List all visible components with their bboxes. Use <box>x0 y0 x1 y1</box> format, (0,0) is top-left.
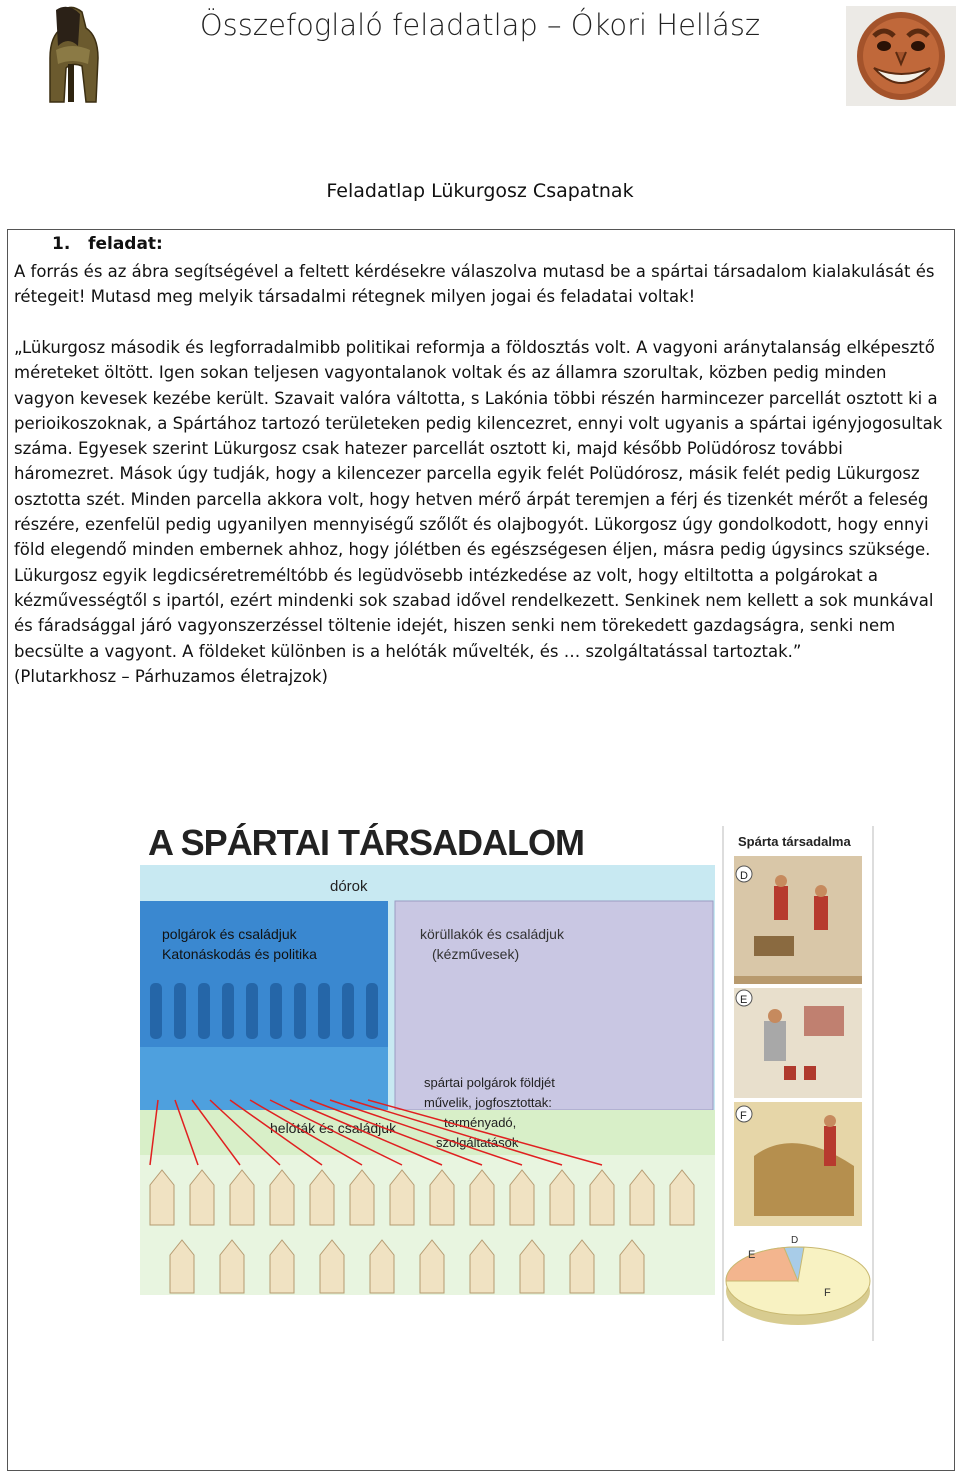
pie-chart <box>726 1235 870 1325</box>
diagram-relation-line2: művelik, jogfosztottak: <box>424 1095 552 1110</box>
pie-label-f: F <box>824 1287 831 1299</box>
diagram-label-dorok: dórok <box>330 878 368 895</box>
spartan-society-diagram <box>140 815 715 1295</box>
pie-label-e: E <box>748 1249 756 1261</box>
theatre-mask-image <box>846 6 956 106</box>
diagram-relation-line3: terményadó, <box>444 1115 517 1130</box>
diagram-label-korullakok: körüllakók és családjuk <box>420 926 564 942</box>
task-number: 1. <box>52 234 71 254</box>
source-text: „Lükurgosz második és legforradalmibb politikai reformja a földosztás volt. A vagyoni aránytalanság elképesztő méreteket öltött. Igen sokan teljesen vagyontalanok voltak és az államra szorultak, közben pedig minden vagyon kevesek kezébe került. Szavait valóra váltotta, s Lakónia többi részén harmincezer parcellát osztott ki a perioikoszoknak, a Spártához tartozó területeken pedig kilencezret, ennyi volt ugyanis a spártai igényjogosultak száma. Egyesek szerint Lükurgosz csak hatezer parcellát osztott ki, majd később Polüdórosz további háromezret. Mások úgy tudják, hogy a kilencezer parcella egyik felét Polüdórosz, másik felét pedig Lükurgosz osztotta szét. Minden parcella akkora volt, hogy hetven mérő árpát teremjen a férj és tizenkét mérőt a feleség részére, ezenfelül pedig ugyanilyen mennyiségű szőlőt és olajbogyót. Lükorgosz úgy gondolkodott, hogy ennyi föld elegendő minden embernek ahhoz, hogy jólétben és egészségesen éljen, másra pedig úgysincs szüksége. Lükurgosz egyik legdicséretreméltóbb és legüdvösebb intézkedése az volt, hogy eltiltotta a polgárokat a kézművességtől s ipartól, ezért mindenki sok szabad idővel rendelkezett. Senkinek nem kellett a sok munkával és fáradsággal járó vagyonszerzéssel töltenie idejét, hiszen senki nem törekedett gazdagságra, senki nem becsülte a vagyont. A földeket különben is a helóták művelték, és … szolgáltatással tartoztak.” <box>14 338 943 661</box>
sparta-society-panel <box>722 826 874 1341</box>
task-instruction: A forrás és az ábra segítségével a feltett kérdésekre válaszolva mutasd be a spártai társadalom kialakulását és rétegeit! Mutasd meg melyik társadalmi rétegnek milyen jogai és feladatai voltak! <box>14 262 935 306</box>
diagram-label-katonaskodas: Katonáskodás és politika <box>162 946 317 962</box>
source-quote <box>14 335 944 689</box>
diagram-relation-line1: spártai polgárok földjét <box>424 1075 555 1090</box>
task-label: feladat: <box>88 234 163 254</box>
panel-label-f: F <box>740 1110 747 1122</box>
diagram-label-helotak: helóták és családjuk <box>270 1120 397 1136</box>
page-title: Összefoglaló feladatlap – Ókori Hellász <box>199 8 761 42</box>
panel-label-d: D <box>740 870 748 882</box>
diagram-title: A SPÁRTAI TÁRSADALOM <box>148 822 584 863</box>
panel-title: Spárta társadalma <box>738 834 851 849</box>
worksheet-subtitle: Feladatlap Lükurgosz Csapatnak <box>326 180 634 202</box>
diagram-relation-line4: szolgáltatások <box>436 1135 519 1150</box>
diagram-label-polgarok: polgárok és családjuk <box>162 926 297 942</box>
diagram-label-kezmuvesek: (kézművesek) <box>432 946 520 962</box>
panel-label-e: E <box>740 994 748 1006</box>
source-citation: (Plutarkhosz – Párhuzamos életrajzok) <box>14 666 328 686</box>
task-heading <box>52 234 163 254</box>
pie-label-d: D <box>791 1235 799 1246</box>
